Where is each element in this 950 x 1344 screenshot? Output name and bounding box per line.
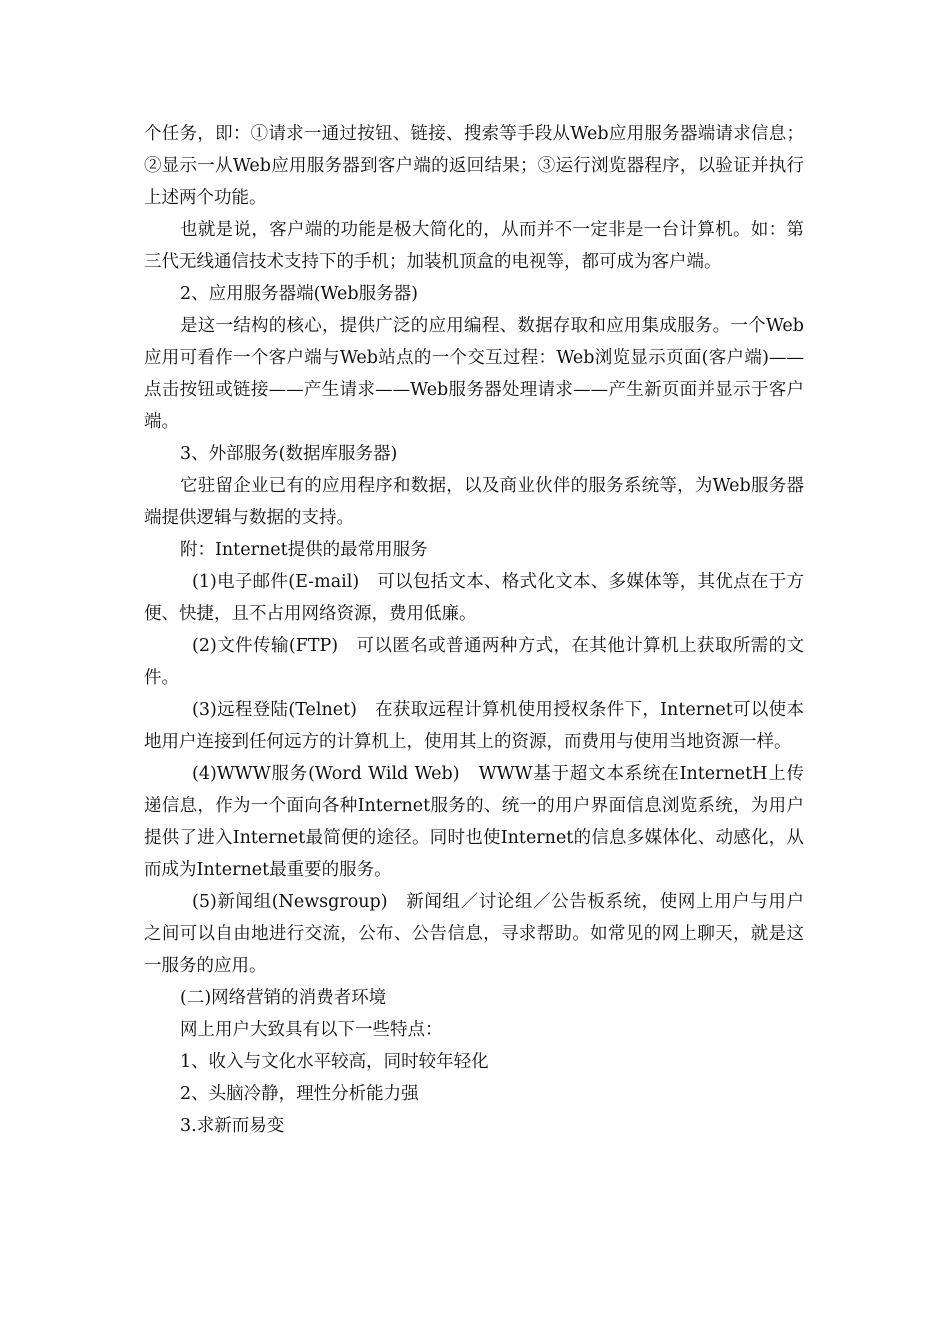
- paragraph-client-simplified: 也就是说，客户端的功能是极大简化的，从而并不一定非是一台计算机。如：第三代无线通信技术支持下的手机；加装机顶盒的电视等，都可成为客户端。: [144, 220, 804, 272]
- list-item-newsgroup: (5)新闻组(Newsgroup) 新闻组／讨论组／公告板系统，使网上用户与用户之间可以自由地进行交流，公布、公告信息，寻求帮助。如常见的网上聊天，就是这一服务的应用。: [144, 892, 804, 976]
- list-item-novelty: 3.求新而易变: [180, 1116, 285, 1136]
- paragraph-browser-tasks: 个任务，即：①请求一通过按钮、链接、搜索等手段从Web应用服务器端请求信息；②显示一从Web应用服务器到客户端的返回结果；③运行浏览器程序，以验证并执行上述两个功能。: [144, 124, 804, 208]
- heading-consumer-environment: (二)网络营销的消费者环境: [180, 988, 387, 1008]
- list-item-www: (4)WWW服务(Word Wild Web) WWW基于超文本系统在InternetH上传递信息，作为一个面向各种Internet服务的、统一的用户界面信息浏览系统，为用户提供了进入Internet最简便的途径。同时也使Internet的信息多媒体化、动感化，从而成为Internet最重要的服务。: [144, 764, 804, 880]
- list-item-income: 1、收入与文化水平较高，同时较年轻化: [180, 1052, 489, 1072]
- paragraph-external-services: 它驻留企业已有的应用程序和数据，以及商业伙伴的服务系统等，为Web服务器端提供逻辑与数据的支持。: [144, 476, 804, 528]
- heading-internet-services: 附：Internet提供的最常用服务: [180, 540, 428, 560]
- heading-app-server: 2、应用服务器端(Web服务器): [180, 284, 418, 304]
- heading-external-services: 3、外部服务(数据库服务器): [180, 444, 398, 464]
- list-item-rational: 2、头脑冷静，理性分析能力强: [180, 1084, 419, 1104]
- list-item-email: (1)电子邮件(E-mail) 可以包括文本、格式化文本、多媒体等，其优点在于方便、快捷，且不占用网络资源，费用低廉。: [144, 572, 804, 624]
- list-item-ftp: (2)文件传输(FTP) 可以匿名或普通两种方式，在其他计算机上获取所需的文件。: [144, 636, 804, 688]
- paragraph-app-server-core: 是这一结构的核心，提供广泛的应用编程、数据存取和应用集成服务。一个Web应用可看作一个客户端与Web站点的一个交互过程：Web浏览显示页面(客户端)——点击按钮或链接——产生请求——Web服务器处理请求——产生新页面并显示于客户端。: [144, 316, 804, 432]
- paragraph-user-features: 网上用户大致具有以下一些特点：: [180, 1020, 443, 1040]
- document-body: [144, 118, 804, 1142]
- list-item-telnet: (3)远程登陆(Telnet) 在获取远程计算机使用授权条件下，Internet可以使本地用户连接到任何远方的计算机上，使用其上的资源，而费用与使用当地资源一样。: [144, 700, 804, 752]
